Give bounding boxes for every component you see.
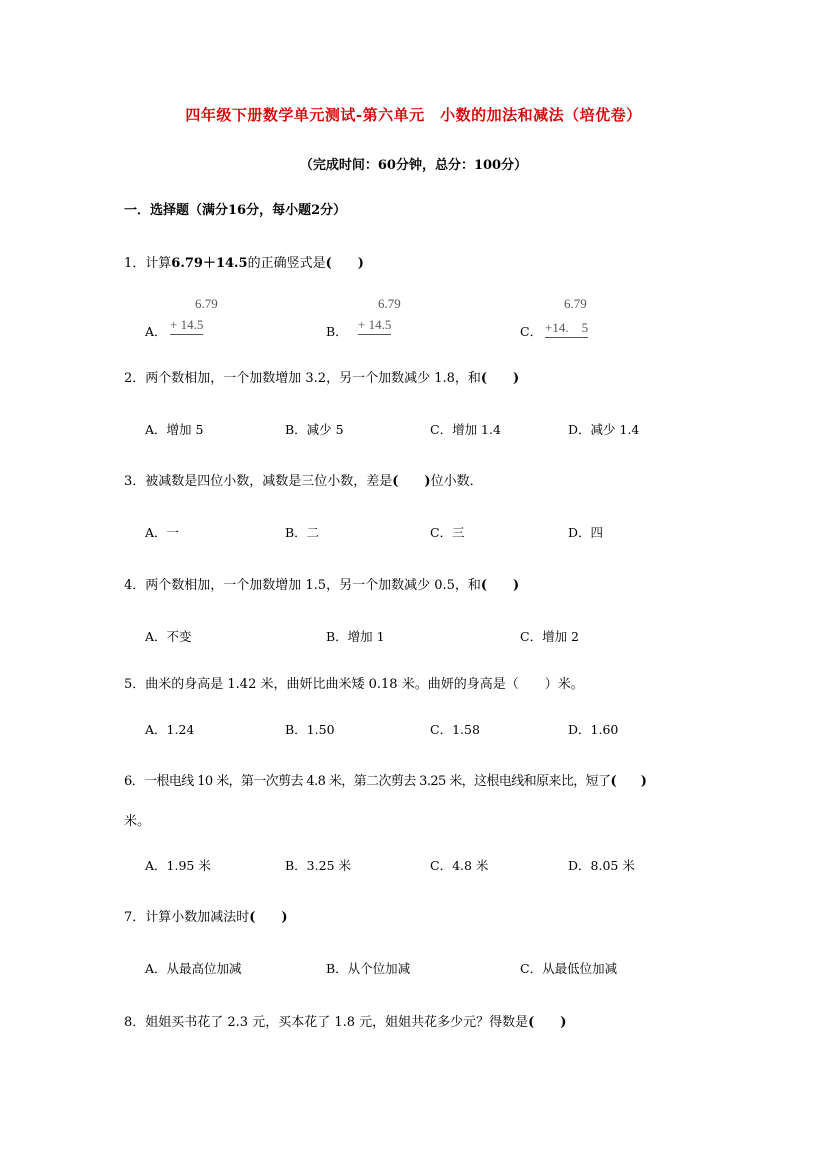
option-b: B．二 xyxy=(285,525,320,540)
exam-info: （完成时间：60分钟，总分：100分） xyxy=(299,158,528,173)
option-a: A．不变 xyxy=(145,629,192,644)
question-2-text: 2．两个数相加，一个加数增加 3.2，另一个加数减少 1.8，和 xyxy=(124,371,481,386)
answer-blank: ( ) xyxy=(528,1015,567,1030)
option-c: C．增加 1.4 xyxy=(430,422,501,437)
option-label: B． xyxy=(326,324,348,339)
answer-blank: ( ) xyxy=(480,371,520,386)
option-a: A．从最高位加减 xyxy=(145,961,242,976)
vertical-top-number: 6.79 xyxy=(564,296,587,311)
option-b: B．3.25 米 xyxy=(285,858,351,873)
option-d: D．四 xyxy=(568,525,604,540)
section-title: 一．选择题（满分16分，每小题2分） xyxy=(124,203,347,218)
question-1 xyxy=(124,252,364,271)
question-3-text: 3．被减数是四位小数，减数是三位小数，差是 xyxy=(124,474,393,489)
option-b: B．减少 5 xyxy=(285,422,344,437)
question-4 xyxy=(124,574,519,593)
page-title: 四年级下册数学单元测试-第六单元 小数的加法和减法（培优卷） xyxy=(185,106,642,124)
option-label: C． xyxy=(520,324,543,339)
question-4-text: 4．两个数相加，一个加数增加 1.5，另一个加数减少 0.5，和 xyxy=(124,578,481,593)
vertical-bottom-number: + 14.5 xyxy=(170,317,203,335)
answer-blank: ( ) xyxy=(249,910,288,925)
vertical-bottom-number: +14. 5 xyxy=(545,317,588,338)
answer-blank: ( ) xyxy=(480,578,520,593)
vertical-top-number: 6.79 xyxy=(378,296,401,311)
option-d: D．8.05 米 xyxy=(568,858,635,873)
question-1-suffix: 的正确竖式是 xyxy=(247,256,326,271)
vertical-top-number: 6.79 xyxy=(195,296,218,311)
question-7 xyxy=(124,906,288,925)
answer-blank: ( ) xyxy=(325,256,364,271)
question-3 xyxy=(124,470,483,489)
option-b: B．1.50 xyxy=(285,722,335,737)
option-b: B．从个位加减 xyxy=(326,961,411,976)
option-a: A．一 xyxy=(145,525,180,540)
vertical-bottom-number: + 14.5 xyxy=(358,317,391,335)
option-a: A．增加 5 xyxy=(145,422,204,437)
option-b: B．增加 1 xyxy=(326,629,385,644)
question-8-text: 8．姐姐买书花了 2.3 元，买本花了 1.8 元，姐姐共花多少元？得数是 xyxy=(124,1015,529,1030)
option-d: D．1.60 xyxy=(568,722,619,737)
question-6 xyxy=(124,770,646,789)
question-2 xyxy=(124,367,519,386)
option-label: A． xyxy=(145,324,167,339)
question-5: 5．曲米的身高是 1.42 米，曲妍比曲米矮 0.18 米。曲妍的身高是（ ）米。 xyxy=(124,677,584,692)
option-c: C．增加 2 xyxy=(520,629,579,644)
question-8 xyxy=(124,1011,566,1030)
option-d: D．减少 1.4 xyxy=(568,422,640,437)
option-c: C．三 xyxy=(430,525,465,540)
question-6-continued: 米。 xyxy=(124,814,151,829)
option-a: A．1.95 米 xyxy=(145,858,211,873)
option-c: C．4.8 米 xyxy=(430,858,489,873)
question-7-text: 7．计算小数加减法时 xyxy=(124,910,250,925)
question-6-text: 6．一根电线 10 米，第一次剪去 4.8 米，第二次剪去 3.25 米，这根电线和原来比，短了 xyxy=(124,774,611,789)
option-a: A．1.24 xyxy=(145,722,195,737)
answer-blank: ( ) xyxy=(610,774,647,789)
question-1-expression: 6.79＋14.5 xyxy=(171,256,248,271)
question-3-suffix: 位小数． xyxy=(430,474,483,489)
option-c: C．从最低位加减 xyxy=(520,961,618,976)
question-1-prefix: 1．计算 xyxy=(124,256,172,271)
answer-blank: ( ) xyxy=(392,474,431,489)
option-c: C．1.58 xyxy=(430,722,480,737)
